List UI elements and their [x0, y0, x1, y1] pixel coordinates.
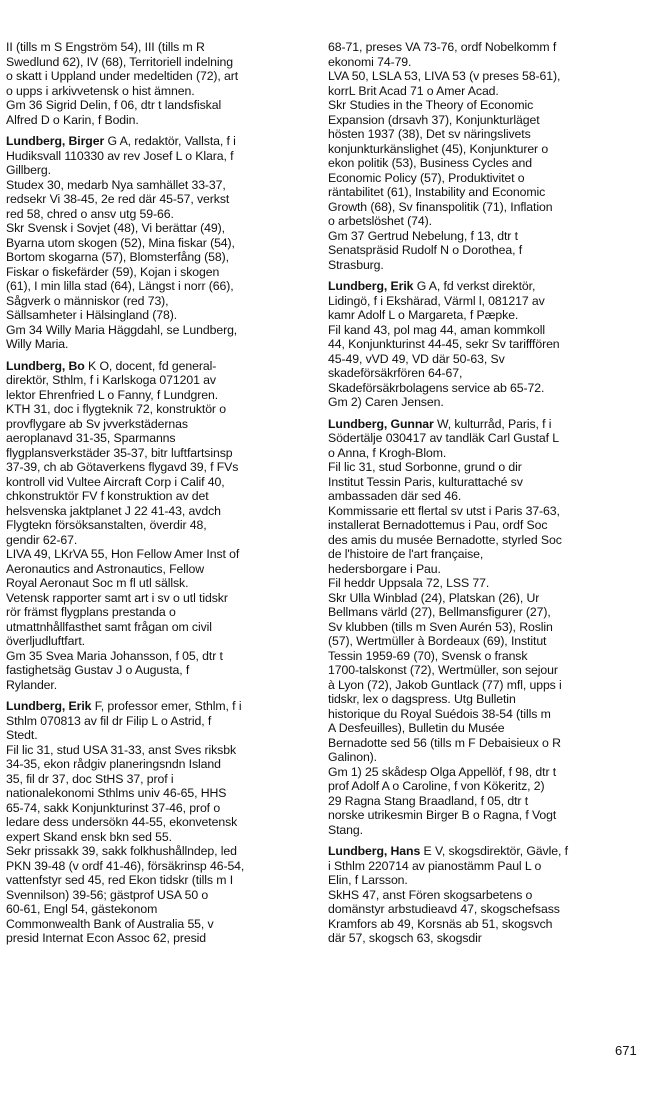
text-line: o Anna, f Krogh-Blom. — [328, 445, 447, 460]
text-line: överljudluftfart. — [6, 634, 85, 648]
text-line: Sv klubben (tills m Sven Aurén 53), Roslin — [328, 619, 553, 634]
text-line: PKN 39-48 (v ordf 41-46), försäkrinsp 46-54, — [6, 858, 245, 873]
text-line: Vetensk rapporter samt art i sv o utl tidskr — [6, 590, 228, 605]
text-line: ledare dess undersökn 44-55, ekonvetensk — [6, 815, 238, 829]
text-line: LIVA 49, LKrVA 55, Hon Fellow Amer Inst of — [6, 547, 240, 561]
text-line: o arbetslöshet (74). — [328, 214, 432, 228]
text-line: Elin, f Larsson. — [328, 873, 408, 887]
text-line: Aeronautics and Astronautics, Fellow — [6, 561, 205, 576]
text-line: presid Internat Econ Assoc 62, presid — [6, 931, 206, 945]
text-line: Bernadotte sed 56 (tills m F Debaisieux o R — [328, 735, 561, 750]
text-line: redsekr Vi 38-45, 2e red där 45-57, verkst — [6, 192, 230, 206]
text-line: Skr Svensk i Sovjet (48), Vi berättar (49), — [6, 221, 225, 235]
text-line: kamr Adolf L o Margareta, f Pæpke. — [328, 308, 519, 322]
text-line: prof Adolf A o Caroline, f von Kökeritz, 2) — [328, 779, 545, 793]
text-line: helsvenska jaktplanet J 22 41-43, avdch — [6, 503, 221, 518]
text-line: norske utrikesmin Birger B o Ragna, f Vogt — [328, 808, 557, 822]
text-line: 35, fil dr 37, doc StHS 37, prof i — [6, 771, 174, 786]
text-line: Kommissarie ett flertal sv utst i Paris 37-63, — [328, 503, 560, 518]
text-line: 44, Konjunkturinst 44-45, sekr Sv tarifffören — [328, 337, 560, 351]
text-line: Sågverk o människor (red 73), — [6, 293, 169, 308]
text-line: Economic Policy (57), Produktivitet o — [328, 170, 525, 185]
text-line: Fiskar o fiskefärder (59), Kojan i skogen — [6, 264, 220, 279]
text-line: red 58, chred o ansv utg 59-66. — [6, 206, 174, 221]
text-line: Studex 30, medarb Nya samhället 33-37, — [6, 177, 226, 192]
text-line: Senatspräsid Rudolf N o Dorothea, f — [328, 243, 523, 257]
entry-name: Lundberg, Erik — [6, 699, 92, 713]
text-line: 34-35, ekon rådgiv planeringsndn Island — [6, 757, 221, 771]
entry-name: Lundberg, Hans — [328, 844, 421, 858]
text-line: à Lyon (72), Jakob Guntlack (77) mfl, upps i — [328, 677, 562, 692]
text-line: Bellmans värld (27), Bellmansfigurer (27), — [328, 605, 551, 619]
text-line: ambassaden där sed 46. — [328, 489, 462, 503]
text-line: Fil lic 31, stud USA 31-33, anst Sves riksbk — [6, 742, 237, 757]
text-line: 37-39, ch ab Götaverkens flygavd 39, f FVs — [6, 460, 239, 474]
text-line: skadeförsäkrfören 64-67, — [328, 366, 463, 380]
entry-intro: F, professor emer, Sthlm, f i — [91, 699, 242, 713]
text-line: Swedlund 62), IV (68), Territoriell indelning — [6, 54, 233, 69]
entry-heading — [6, 134, 306, 149]
entry-heading — [6, 359, 306, 374]
text-line: Skr Studies in the Theory of Economic — [328, 98, 534, 112]
text-line: Fil heddr Uppsala 72, LSS 77. — [328, 576, 490, 590]
text-line: Expansion (drsavh 37), Konjunkturläget — [328, 112, 540, 127]
text-line: Södertälje 030417 av tandläk Carl Gustaf L — [328, 431, 559, 445]
text-line: Growth (68), Sv finanspolitik (71), Inflation — [328, 199, 553, 214]
text-line: 29 Ragna Stang Braadland, f 05, dtr t — [328, 793, 529, 808]
continuation-text — [328, 40, 628, 272]
text-line: fastighetsäg Gustav J o Augusta, f — [6, 663, 190, 677]
entry-lundberg-erik-g — [328, 279, 628, 410]
text-line: A Desfeuilles), Bulletin du Musée — [328, 721, 505, 735]
text-line: installerat Bernadottemus i Pau, ordf Soc — [328, 518, 548, 532]
text-line: Gm 36 Sigrid Delin, f 06, dtr t landsfiskal — [6, 98, 222, 112]
text-line: SkHS 47, anst Fören skogsarbetens o — [328, 887, 533, 902]
text-line: hösten 1937 (38), Det sv näringslivets — [328, 127, 531, 141]
entry-intro: G A, fd verkst direktör, — [413, 279, 536, 293]
text-line: tidskr, lex o dagspress. Utg Bulletin — [328, 692, 516, 706]
text-line: Gm 35 Svea Maria Johansson, f 05, dtr t — [6, 648, 223, 663]
entry-intro: G A, redaktör, Vallsta, f i — [104, 134, 236, 148]
text-line: direktör, Sthlm, f i Karlskoga 071201 av — [6, 373, 216, 387]
text-line: 68-71, preses VA 73-76, ordf Nobelkomm f — [328, 40, 557, 54]
text-line: domänstyr arbstudieavd 47, skogschefsass — [328, 902, 560, 916]
text-line: Gm 1) 25 skådesp Olga Appellöf, f 98, dtr t — [328, 764, 557, 779]
text-line: räntabilitet (61), Instability and Economic — [328, 185, 546, 199]
text-line: Skadeförsäkrbolagens service ab 65-72. — [328, 380, 545, 395]
text-line: Galinon). — [328, 750, 377, 764]
entry-lundberg-gunnar — [328, 417, 628, 838]
text-line: Commonwealth Bank of Australia 55, v — [6, 916, 214, 931]
entry-lundberg-erik-f — [6, 699, 306, 946]
left-column — [6, 40, 306, 946]
text-line: ekon politik (53), Business Cycles and — [328, 156, 532, 170]
text-line: Sekr prissakk 39, sakk folkhushållndep, led — [6, 844, 237, 858]
entry-heading — [328, 844, 628, 859]
text-line: Strasburg. — [328, 257, 384, 272]
text-line: Rylander. — [6, 677, 58, 692]
text-line: Hudiksvall 110330 av rev Josef L o Klara, f — [6, 148, 234, 163]
text-line: Royal Aeronaut Soc m fl utl sällsk. — [6, 576, 189, 590]
page-number: 671 — [615, 1043, 637, 1058]
text-line: 60-61, Engl 54, gästekonom — [6, 902, 158, 916]
text-line: Sthlm 070813 av fil dr Filip L o Astrid, f — [6, 713, 212, 728]
text-line: Bortom skogarna (57), Blomsterfång (58), — [6, 250, 229, 264]
text-line: KTH 31, doc i flygteknik 72, konstruktör o — [6, 402, 226, 416]
text-line: Alfred D o Karin, f Bodin. — [6, 112, 139, 127]
text-line: Tessin 1959-69 (70), Svensk o fransk — [328, 648, 528, 663]
text-line: Flygtekn försöksanstalten, överdir 48, — [6, 518, 207, 532]
text-line: Lidingö, f i Ekshärad, Värml l, 081217 av — [328, 293, 545, 308]
text-line: des amis du musée Bernadotte, styrled Soc — [328, 532, 562, 547]
text-line: (61), I min lilla stad (64), Längst i norr (66), — [6, 279, 234, 293]
text-line: Stedt. — [6, 728, 38, 742]
text-line: gendir 62-67. — [6, 532, 78, 547]
text-line: 65-74, sakk Konjunkturinst 37-46, prof o — [6, 800, 221, 815]
text-line: lektor Ehrenfried L o Fanny, f Lundgren. — [6, 387, 219, 402]
text-line: Svennilson) 39-56; gästprof USA 50 o — [6, 887, 209, 902]
text-line: korrL Brit Acad 71 o Amer Acad. — [328, 83, 499, 98]
entry-heading — [328, 417, 628, 432]
text-line: 1700-talskonst (72), Wertmüller, son sejour — [328, 663, 558, 677]
text-line: utmattnhållfasthet samt frågan om civil — [6, 619, 212, 634]
text-line: Gm 34 Willy Maria Häggdahl, se Lundberg, — [6, 322, 238, 337]
entry-name: Lundberg, Bo — [6, 358, 85, 373]
entry-lundberg-hans — [328, 844, 628, 946]
text-line: Sällsamheter i Hälsingland (78). — [6, 308, 178, 322]
entry-name: Lundberg, Birger — [6, 134, 105, 148]
text-line: nationalekonomi Sthlms univ 46-65, HHS — [6, 786, 227, 800]
entry-name: Lundberg, Gunnar — [328, 416, 434, 431]
text-line: Gm 37 Gertrud Nebelung, f 13, dtr t — [328, 228, 518, 243]
entry-intro: K O, docent, fd general- — [84, 358, 217, 373]
text-line: historique du Royal Suédois 38-54 (tills m — [328, 706, 551, 721]
text-line: chkonstruktör FV f konstruktion av det — [6, 489, 209, 503]
text-line: ekonomi 74-79. — [328, 54, 412, 69]
text-line: II (tills m S Engström 54), III (tills m R — [6, 40, 205, 54]
entry-name: Lundberg, Erik — [328, 279, 414, 293]
text-line: hedersborgare i Pau. — [328, 561, 441, 576]
text-line: (57), Wertmüller à Bordeaux (69), Institut — [328, 634, 547, 648]
text-line: rör främst flygplans prestanda o — [6, 605, 176, 619]
text-line: flygplansverkstäder 35-37, bitr luftfartsinsp — [6, 445, 233, 460]
text-line: Fil kand 43, pol mag 44, aman kommkoll — [328, 322, 545, 337]
text-line: o skatt i Uppland under medeltiden (72), art — [6, 69, 239, 83]
text-line: de l'histoire de l'art française, — [328, 547, 484, 561]
text-line: aeroplanavd 31-35, Sparmanns — [6, 431, 176, 445]
text-line: Kramfors ab 49, Korsnäs ab 51, skogsvch — [328, 916, 553, 931]
entry-intro: E V, skogsdirektör, Gävle, f — [420, 844, 568, 858]
text-line: där 57, skogsch 63, skogsdir — [328, 931, 482, 945]
text-line: Willy Maria. — [6, 337, 69, 351]
entry-heading — [328, 279, 628, 294]
text-line: Gillberg. — [6, 163, 51, 177]
entry-lundberg-birger — [6, 134, 306, 352]
text-line: expert Skand ensk bkn sed 55. — [6, 829, 172, 844]
text-line: provflygare ab Sv jvverkstädernas — [6, 416, 188, 431]
continuation-text — [6, 40, 306, 127]
right-column — [328, 40, 628, 946]
entry-lundberg-bo — [6, 359, 306, 693]
text-line: i Sthlm 220714 av pianostämm Paul L o — [328, 858, 542, 873]
text-line: kontroll vid Vultee Aircraft Corp i Calif 40, — [6, 474, 225, 489]
text-line: Institut Tessin Paris, kulturattaché sv — [328, 474, 523, 489]
text-line: LVA 50, LSLA 53, LIVA 53 (v preses 58-61), — [328, 69, 561, 83]
entry-intro: W, kulturråd, Paris, f i — [433, 416, 552, 431]
text-line: o upps i arkivvetensk o hist ämnen. — [6, 83, 195, 98]
text-line: Byarna utom skogen (52), Mina fiskar (54), — [6, 235, 235, 250]
text-line: Fil lic 31, stud Sorbonne, grund o dir — [328, 460, 522, 474]
text-line: 45-49, vVD 49, VD där 50-63, Sv — [328, 351, 505, 366]
text-line: Stang. — [328, 822, 363, 837]
text-line: vattenfstyr sed 45, red Ekon tidskr (tills m I — [6, 873, 234, 887]
text-line: konjunkturkänslighet (45), Konjunkturer o — [328, 141, 549, 156]
text-line: Skr Ulla Winblad (24), Platskan (26), Ur — [328, 590, 540, 605]
entry-heading — [6, 699, 306, 714]
text-line: Gm 2) Caren Jensen. — [328, 395, 444, 409]
